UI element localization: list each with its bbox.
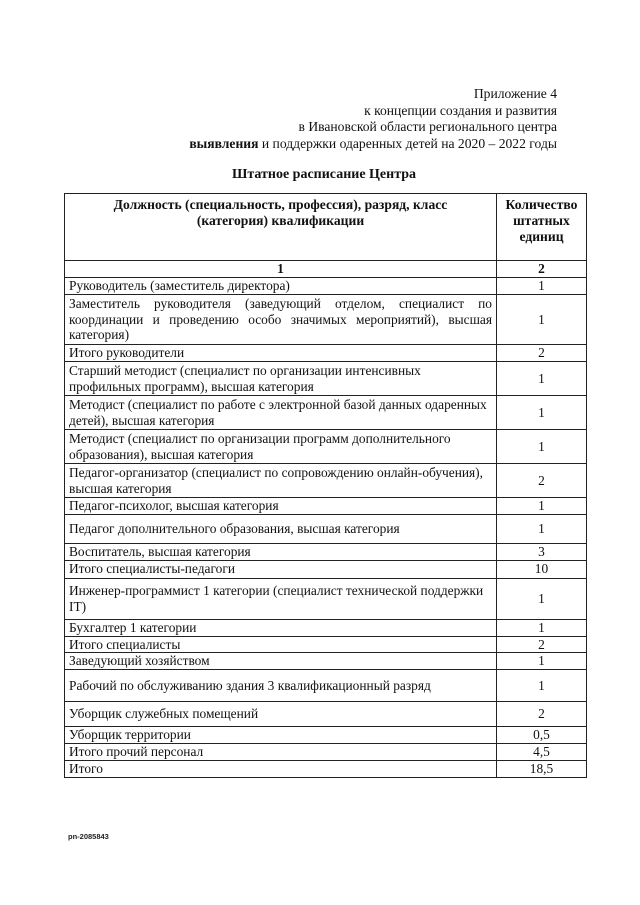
appendix-line-4-rest: и поддержки одаренных детей на 2020 – 2022 годы [258, 135, 557, 151]
row-count: 1 [497, 278, 587, 295]
row-position: Итого прочий персонал [65, 744, 497, 761]
row-count: 1 [497, 295, 587, 345]
row-position: Заместитель руководителя (заведующий отделом, специалист по координации и проведению особо значимых мероприятий), высшая категория) [65, 295, 497, 345]
appendix-number: Приложение 4 [473, 86, 557, 101]
row-count: 1 [497, 430, 587, 464]
appendix-line-2: к концепции создания и развития [364, 102, 557, 118]
table-row-subtotal [65, 744, 587, 761]
row-count: 10 [497, 560, 587, 578]
appendix-line-4-bold: выявления [189, 135, 259, 151]
table-row-subtotal [65, 560, 587, 578]
row-position: Итого [65, 761, 497, 778]
table-row-subtotal [65, 345, 587, 362]
row-position: Уборщик служебных помещений [65, 702, 497, 727]
row-position: Итого специалисты-педагоги [65, 560, 497, 578]
row-position: Методист (специалист по работе с электронной базой данных одаренных детей), высшая категория [65, 396, 497, 430]
row-count: 2 [497, 702, 587, 727]
table-row [65, 578, 587, 619]
column-number-2: 2 [497, 261, 587, 278]
table-row [65, 543, 587, 560]
row-count: 1 [497, 514, 587, 543]
document-code: pn-2085843 [68, 832, 109, 841]
header-count: Количество штатных единиц [497, 194, 587, 261]
row-position: Бухгалтер 1 категории [65, 619, 497, 636]
document-title: Штатное расписание Центра [231, 167, 417, 182]
column-number-row [65, 261, 587, 278]
row-position: Воспитатель, высшая категория [65, 543, 497, 560]
appendix-line-4 [189, 136, 557, 153]
table-row-subtotal [65, 636, 587, 653]
table-row-total [65, 761, 587, 778]
column-number-1: 1 [65, 261, 497, 278]
table-row [65, 653, 587, 670]
table-row [65, 514, 587, 543]
row-count: 2 [497, 464, 587, 498]
row-position: Педагог-психолог, высшая категория [65, 498, 497, 515]
header-position: Должность (специальность, профессия), разряд, класс (категория) квалификации [65, 194, 497, 261]
row-count: 1 [497, 362, 587, 396]
table-row [65, 727, 587, 744]
row-position: Руководитель (заместитель директора) [65, 278, 497, 295]
row-position: Инженер-программист 1 категории (специалист технической поддержки IT) [65, 578, 497, 619]
table-row [65, 702, 587, 727]
row-position: Рабочий по обслуживанию здания 3 квалификационный разряд [65, 670, 497, 702]
row-count: 3 [497, 543, 587, 560]
staff-schedule-table [64, 193, 587, 778]
row-position: Уборщик территории [65, 727, 497, 744]
row-count: 1 [497, 619, 587, 636]
table-row [65, 430, 587, 464]
row-count: 1 [497, 396, 587, 430]
table-row [65, 464, 587, 498]
table-row [65, 396, 587, 430]
row-position: Педагог дополнительного образования, высшая категория [65, 514, 497, 543]
table-row [65, 619, 587, 636]
row-position: Заведующий хозяйством [65, 653, 497, 670]
row-count: 1 [497, 653, 587, 670]
row-count: 4,5 [497, 744, 587, 761]
row-count: 2 [497, 636, 587, 653]
table-row [65, 362, 587, 396]
row-position: Методист (специалист по организации программ дополнительного образования), высшая категория [65, 430, 497, 464]
row-position: Итого специалисты [65, 636, 497, 653]
row-position: Итого руководители [65, 345, 497, 362]
appendix-header [189, 86, 557, 152]
table-header-row [65, 194, 587, 261]
row-count: 0,5 [497, 727, 587, 744]
table-row [65, 278, 587, 295]
appendix-line-3: в Ивановской области регионального центра [298, 119, 557, 134]
row-count: 2 [497, 345, 587, 362]
row-position: Старший методист (специалист по организации интенсивных профильных программ), высшая категория [65, 362, 497, 396]
table-row [65, 498, 587, 515]
row-position: Педагог-организатор (специалист по сопровождению онлайн-обучения), высшая категория [65, 464, 497, 498]
row-count: 18,5 [497, 761, 587, 778]
row-count: 1 [497, 578, 587, 619]
row-count: 1 [497, 498, 587, 515]
table-row [65, 670, 587, 702]
row-count: 1 [497, 670, 587, 702]
table-row [65, 295, 587, 345]
